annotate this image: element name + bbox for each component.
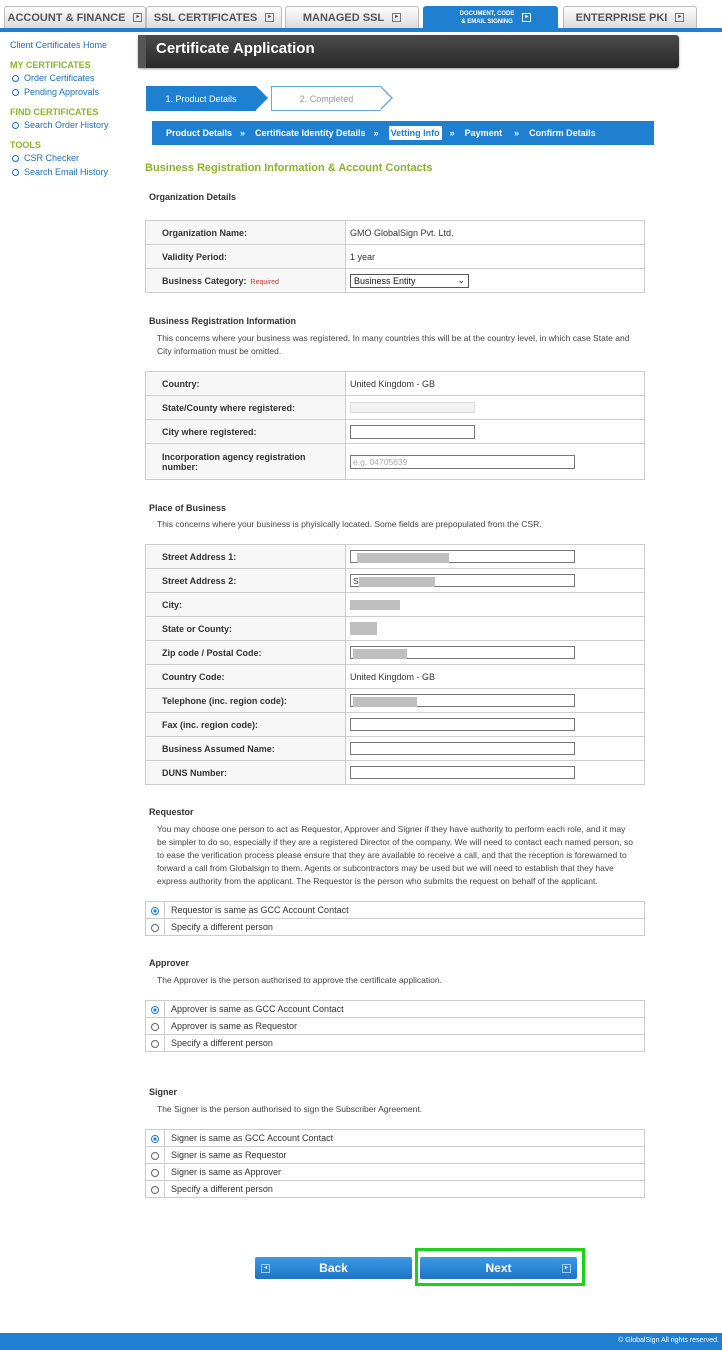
option-label: Signer is same as Requestor [165, 1147, 645, 1164]
step-completed [271, 86, 381, 111]
table-row [146, 761, 645, 785]
street2-input[interactable] [350, 574, 575, 587]
approver-option-different[interactable] [146, 1035, 645, 1052]
business-category-select[interactable] [350, 274, 469, 288]
table-row [146, 593, 645, 617]
required-marker: Required [250, 278, 279, 286]
radio-cell [146, 1130, 165, 1147]
copyright: © GlobalSign All rights reserved. [618, 1337, 719, 1344]
expand-icon: ▸ [133, 13, 142, 22]
double-chevron-icon: » [514, 128, 520, 138]
requestor-heading: Requestor [149, 807, 194, 817]
redacted-value [350, 622, 377, 635]
street1-cell [346, 545, 645, 569]
org-name-label: Organization Name: [146, 221, 346, 245]
redacted-value [350, 600, 400, 610]
subnav-product-details[interactable]: Product Details [166, 128, 233, 138]
zip-input[interactable] [350, 646, 575, 659]
tab-ssl-certificates[interactable] [146, 6, 282, 28]
table-row [146, 569, 645, 593]
incorp-number-label [146, 444, 346, 480]
requestor-option-different[interactable] [146, 919, 645, 936]
sidebar-home-link[interactable]: Client Certificates Home [10, 40, 108, 50]
sidebar-item-csr-checker[interactable] [10, 151, 135, 165]
sidebar-item-label: Search Order History [24, 120, 109, 130]
fax-cell [346, 713, 645, 737]
option-label: Signer is same as GCC Account Contact [165, 1130, 645, 1147]
duns-label: DUNS Number: [146, 761, 346, 785]
tab-label: SSL CERTIFICATES [153, 11, 258, 24]
street1-input[interactable] [350, 550, 575, 563]
org-details-table [145, 220, 645, 293]
bullet-icon [12, 155, 19, 162]
assumed-name-label: Business Assumed Name: [146, 737, 346, 761]
sidebar-item-label: Search Email History [24, 167, 109, 177]
incorp-label-line1: Incorporation agency registration [162, 451, 306, 462]
subnav-vetting-info[interactable]: Vetting Info [390, 128, 440, 138]
approver-option-gcc[interactable] [146, 1001, 645, 1018]
radio-button[interactable] [151, 924, 159, 932]
sub-navigation [152, 121, 654, 145]
city-registered-input[interactable] [350, 425, 475, 439]
approver-option-requestor[interactable] [146, 1018, 645, 1035]
option-label: Specify a different person [165, 1035, 645, 1052]
subnav-payment[interactable]: Payment [464, 128, 503, 138]
arrow-left-icon: ◂ [261, 1264, 270, 1273]
tab-label: ACCOUNT & FINANCE [7, 11, 126, 24]
next-button-highlight [415, 1248, 585, 1286]
country-code-value: United Kingdom - GB [346, 665, 645, 689]
table-row [146, 396, 645, 420]
table-row [146, 372, 645, 396]
radio-button[interactable] [151, 1152, 159, 1160]
redacted-value [353, 697, 417, 707]
redacted-value [353, 649, 407, 659]
bullet-icon [12, 169, 19, 176]
city-registered-label: City where registered: [146, 420, 346, 444]
radio-button[interactable] [151, 1040, 159, 1048]
incorp-number-cell [346, 444, 645, 480]
tab-document-signing[interactable] [423, 6, 558, 28]
tab-label-line2: & EMAIL SIGNING [461, 18, 513, 25]
double-chevron-icon: » [373, 128, 379, 138]
radio-cell [146, 1001, 165, 1018]
country-code-label: Country Code: [146, 665, 346, 689]
street2-prefix: S [353, 576, 359, 586]
state-registered-cell [346, 396, 645, 420]
back-button[interactable] [255, 1257, 412, 1279]
radio-cell [146, 902, 165, 919]
registration-table [145, 371, 645, 480]
table-row [146, 545, 645, 569]
table-row [146, 713, 645, 737]
bullet-icon [12, 122, 19, 129]
validity-value: 1 year [346, 245, 645, 269]
radio-cell [146, 1181, 165, 1198]
step-label: 1. Product Details [165, 93, 237, 104]
subnav-confirm-details[interactable]: Confirm Details [529, 128, 596, 138]
sidebar-heading-find-certificates: FIND CERTIFICATES [10, 107, 99, 117]
place-table [145, 544, 645, 785]
next-label: Next [485, 1261, 512, 1275]
table-row [146, 420, 645, 444]
radio-button[interactable] [151, 1186, 159, 1194]
zip-label: Zip code / Postal Code: [146, 641, 346, 665]
expand-icon: ▸ [522, 13, 531, 22]
section-heading: Business Registration Information & Account Contacts [145, 162, 433, 174]
sidebar-item-search-order-history[interactable] [10, 118, 135, 132]
state-registered-input [350, 402, 475, 413]
sidebar-item-pending-approvals[interactable] [10, 85, 135, 99]
option-label: Approver is same as Requestor [165, 1018, 645, 1035]
table-row [146, 245, 645, 269]
phone-cell [346, 689, 645, 713]
state-cell [346, 617, 645, 641]
back-label: Back [319, 1261, 348, 1275]
option-label: Requestor is same as GCC Account Contact [165, 902, 645, 919]
redacted-value [359, 577, 435, 587]
requestor-description: You may choose one person to act as Requestor, Approver and Signer if they have authority to perform each role, and it may be simpler to do so, especially if they are a registered Director of the company. We will need to contact each named person, so to ease the verification process please ensure that they are available to receive a call, and that the reception is forewarned to forward a call from Globalsign to them. Agents or subcontractors may be used but we will need to establish that they have express authority from the applicant. The Requestor is the person who submits the request on behalf of the applicant. [157, 824, 633, 886]
zip-cell [346, 641, 645, 665]
tab-label: MANAGED SSL [302, 11, 385, 24]
tab-label-line1: DOCUMENT, CODE [459, 10, 515, 17]
table-row [146, 737, 645, 761]
street2-cell [346, 569, 645, 593]
approver-options [145, 1000, 645, 1052]
table-row [146, 641, 645, 665]
bullet-icon [12, 75, 19, 82]
validity-label: Validity Period: [146, 245, 346, 269]
requestor-options [145, 901, 645, 936]
signer-option-different[interactable] [146, 1181, 645, 1198]
sidebar-item-label: CSR Checker [24, 153, 80, 163]
radio-button[interactable] [151, 907, 159, 915]
step-label: 2. Completed [299, 93, 354, 104]
bullet-icon [12, 89, 19, 96]
phone-input[interactable] [350, 694, 575, 707]
page-title: Certificate Application [156, 40, 315, 57]
assumed-name-cell [346, 737, 645, 761]
city-cell [346, 593, 645, 617]
double-chevron-icon: » [240, 128, 246, 138]
assumed-name-input[interactable] [350, 742, 575, 755]
chevron-down-icon: ⌄ [457, 275, 465, 285]
sidebar-item-search-email-history[interactable] [10, 165, 135, 179]
radio-cell [146, 1164, 165, 1181]
table-row [146, 617, 645, 641]
option-label: Approver is same as GCC Account Contact [165, 1001, 645, 1018]
table-row [146, 689, 645, 713]
tab-managed-ssl[interactable] [285, 6, 419, 28]
requestor-option-gcc[interactable] [146, 902, 645, 919]
approver-heading: Approver [149, 958, 190, 968]
tab-label [460, 10, 515, 26]
radio-cell [146, 1018, 165, 1035]
org-name-value: GMO GlobalSign Pvt. Ltd. [346, 221, 645, 245]
footer [0, 1333, 722, 1350]
registration-heading: Business Registration Information [149, 316, 297, 326]
incorp-label-line2: number: [162, 461, 198, 472]
fax-label: Fax (inc. region code): [146, 713, 346, 737]
signer-option-requestor[interactable] [146, 1147, 645, 1164]
expand-icon: ▸ [265, 13, 274, 22]
sidebar-heading-my-certificates: MY CERTIFICATES [10, 60, 91, 70]
radio-cell [146, 1147, 165, 1164]
option-label: Specify a different person [165, 919, 645, 936]
signer-option-approver[interactable] [146, 1164, 645, 1181]
fax-input[interactable] [350, 718, 575, 731]
top-tab-bar [0, 0, 722, 31]
business-category-cell [346, 269, 645, 293]
city-label: City: [146, 593, 346, 617]
duns-cell [346, 761, 645, 785]
org-details-heading: Organization Details [149, 192, 237, 202]
option-label: Signer is same as Approver [165, 1164, 645, 1181]
signer-heading: Signer [149, 1087, 178, 1097]
expand-icon: ▸ [675, 13, 684, 22]
place-heading: Place of Business [149, 503, 227, 513]
page-title-bar [138, 35, 679, 68]
street1-label: Street Address 1: [146, 545, 346, 569]
business-category-label: Business Category: [162, 275, 247, 286]
phone-label: Telephone (inc. region code): [146, 689, 346, 713]
sidebar-item-label: Pending Approvals [24, 87, 100, 97]
business-category-label-cell [146, 269, 346, 293]
radio-button[interactable] [151, 1169, 159, 1177]
table-row [146, 221, 645, 245]
table-row [146, 444, 645, 480]
radio-cell [146, 919, 165, 936]
sidebar-item-label: Order Certificates [24, 73, 95, 83]
radio-button[interactable] [151, 1023, 159, 1031]
arrow-right-icon: ▸ [562, 1264, 571, 1273]
street2-label: Street Address 2: [146, 569, 346, 593]
subnav-identity-details[interactable]: Certificate Identity Details [255, 128, 366, 138]
state-registered-label: State/County where registered: [146, 396, 346, 420]
tab-account-finance[interactable] [4, 6, 146, 28]
table-row [146, 269, 645, 293]
radio-button[interactable] [151, 1006, 159, 1014]
state-label: State or County: [146, 617, 346, 641]
approver-description: The Approver is the person authorised to approve the certificate application. [157, 975, 442, 985]
duns-input[interactable] [350, 766, 575, 779]
incorp-number-input[interactable]: e.g. 04705639 [350, 455, 575, 469]
table-row [146, 665, 645, 689]
signer-description: The Signer is the person authorised to sign the Subscriber Agreement. [157, 1104, 423, 1114]
tab-bar-underline [0, 28, 722, 32]
expand-icon: ▸ [392, 13, 401, 22]
country-label: Country: [146, 372, 346, 396]
registration-description: This concerns where your business was registered. In many countries this will be at the country level, in which case State and City information must be omitted. [157, 333, 630, 356]
city-registered-cell [346, 420, 645, 444]
tab-enterprise-pki[interactable] [563, 6, 697, 28]
option-label: Specify a different person [165, 1181, 645, 1198]
sidebar-heading-tools: TOOLS [10, 140, 41, 150]
radio-cell [146, 1035, 165, 1052]
step-arrow [381, 88, 391, 108]
sidebar [10, 38, 135, 179]
double-chevron-icon: » [449, 128, 455, 138]
signer-option-gcc[interactable] [146, 1130, 645, 1147]
sidebar-item-order-certificates[interactable] [10, 71, 135, 85]
step-product-details [146, 86, 256, 111]
title-accent [138, 35, 146, 68]
signer-options [145, 1129, 645, 1198]
radio-button[interactable] [151, 1135, 159, 1143]
select-value: Business Entity [354, 275, 416, 286]
redacted-value [357, 553, 449, 563]
tab-label: ENTERPRISE PKI [575, 11, 668, 24]
country-value: United Kingdom - GB [346, 372, 645, 396]
place-description: This concerns where your business is phyisically located. Some fields are prepopulated from the CSR. [157, 519, 542, 529]
